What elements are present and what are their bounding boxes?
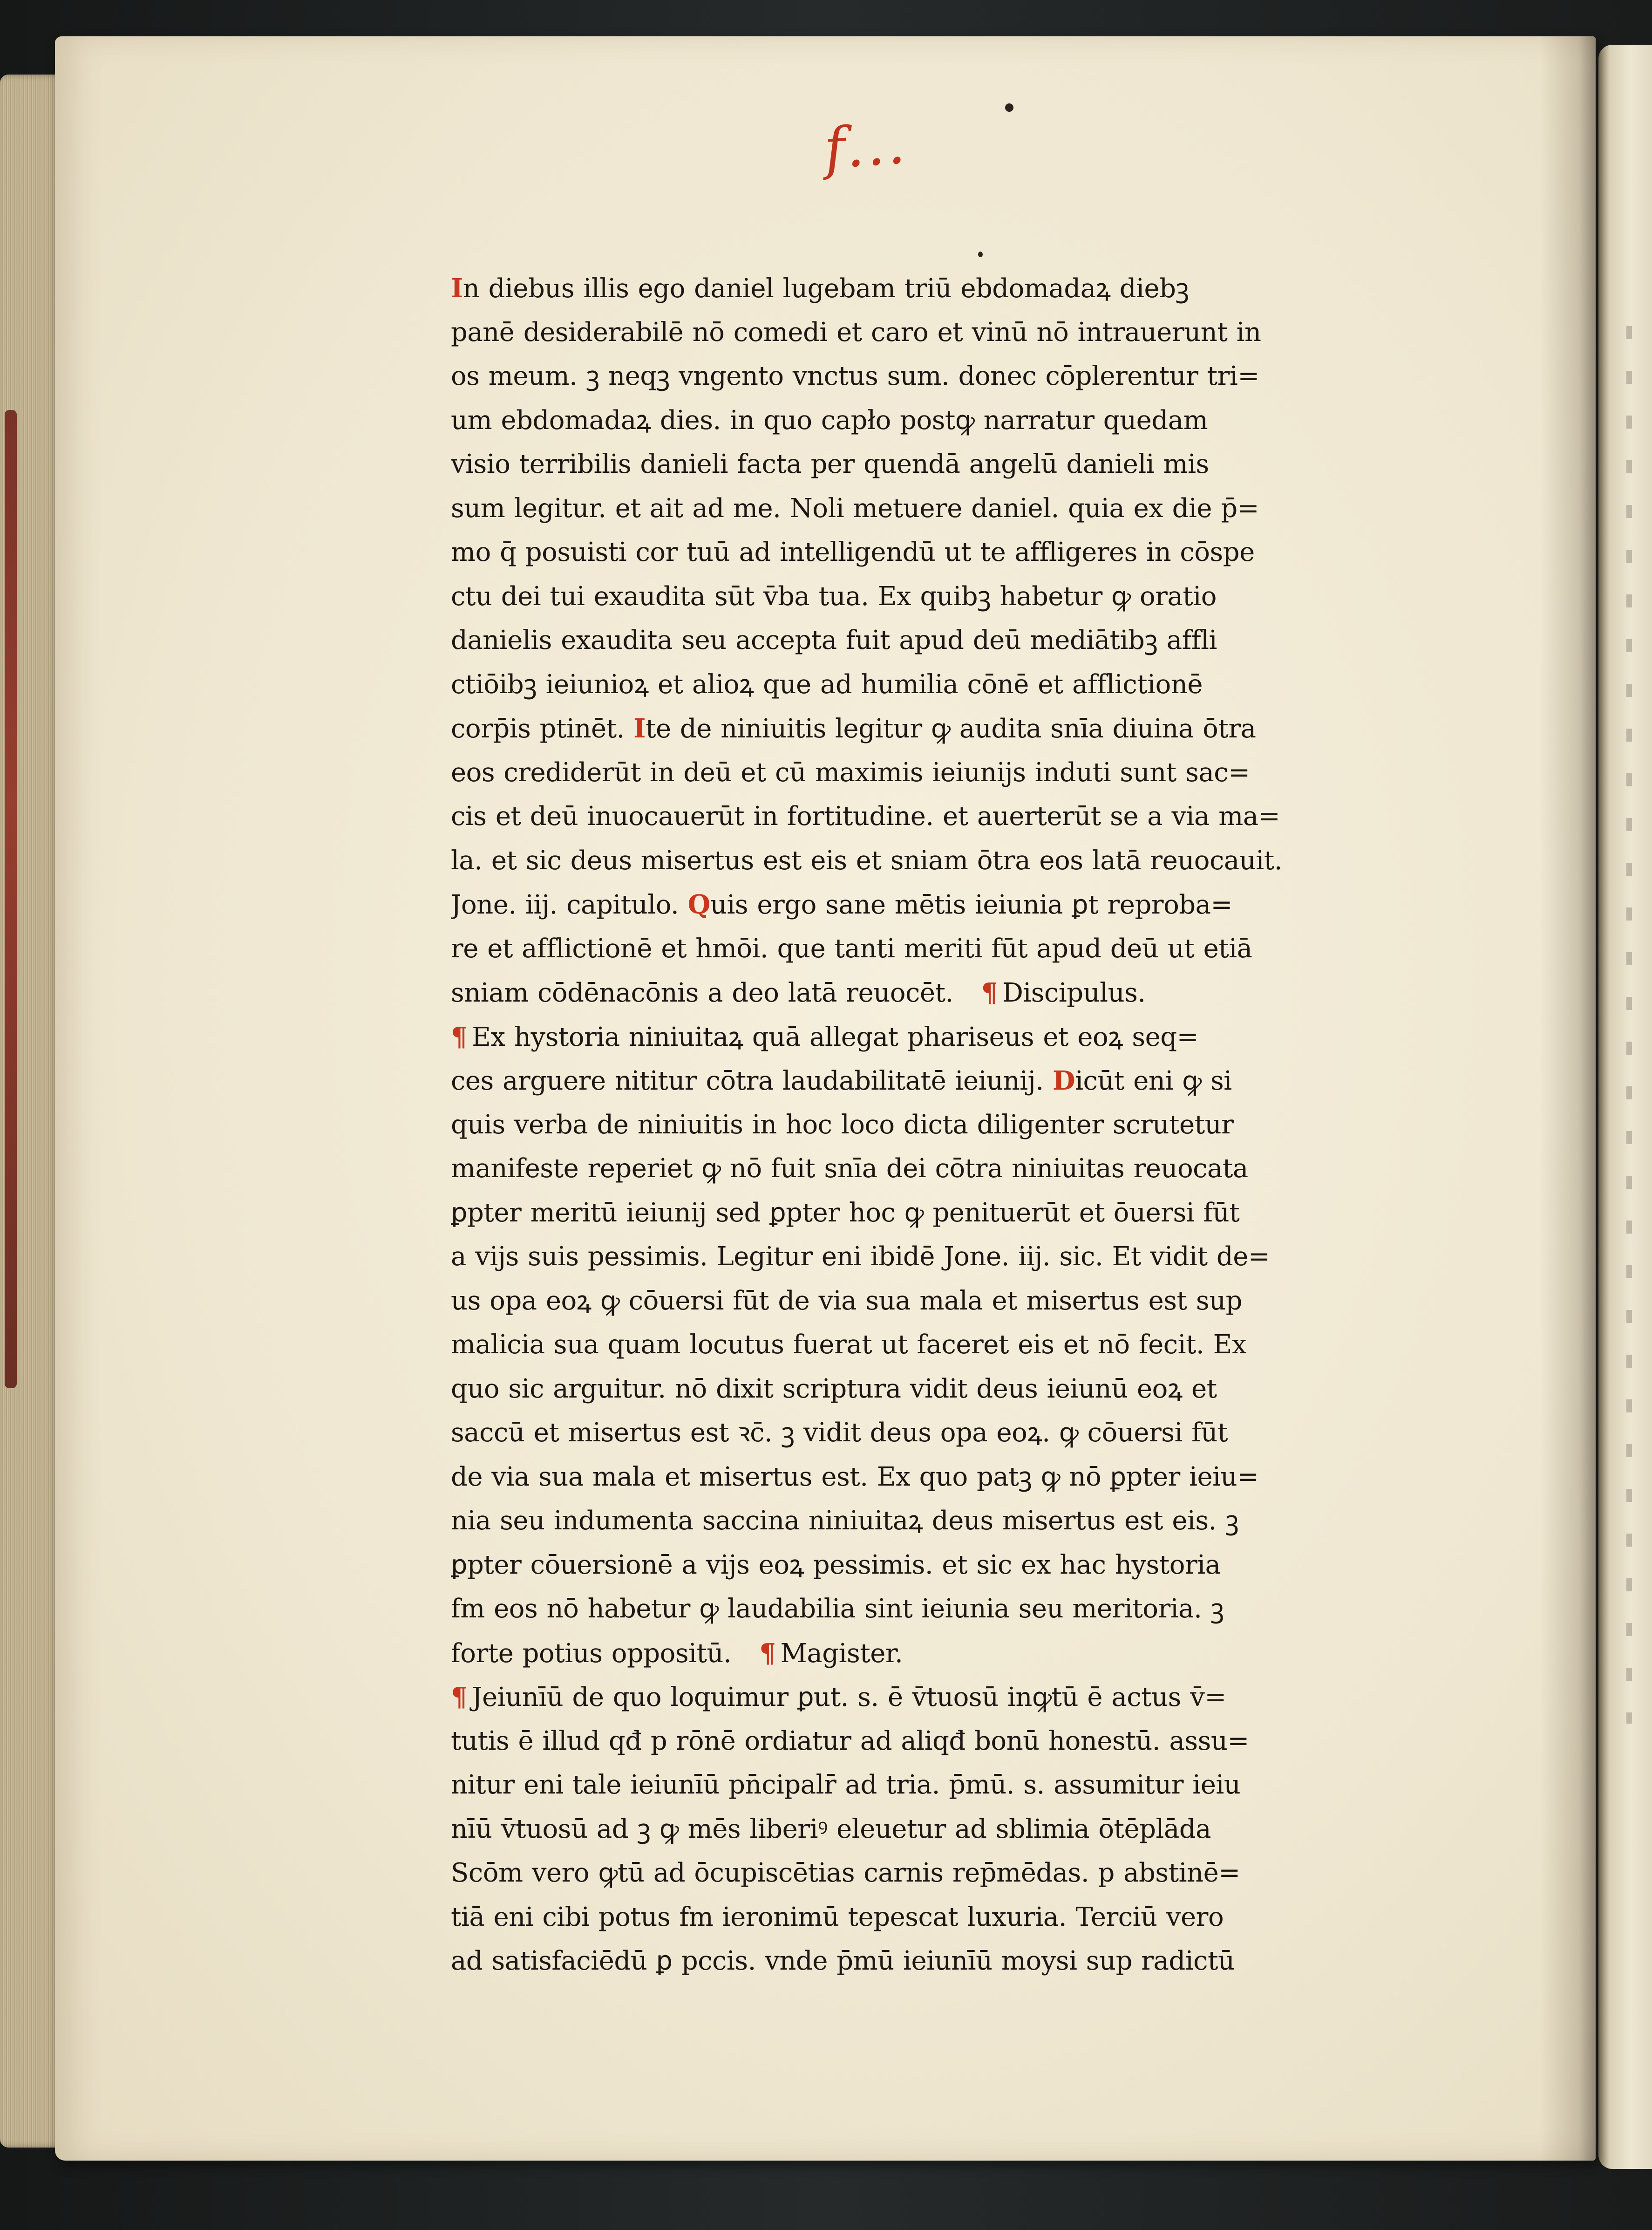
text-line	[451, 1059, 1317, 1103]
rubricated-initial: Q	[687, 889, 710, 920]
text-line	[451, 1719, 1317, 1764]
text-line	[451, 707, 1317, 751]
line-text: ces arguere nititur cōtra laudabilitatē ieiunij.	[451, 1066, 1044, 1096]
text-line	[451, 1851, 1317, 1896]
text-line	[451, 883, 1317, 927]
pilcrow-rubric-icon: ¶	[451, 1021, 468, 1052]
line-text: saccū et misertus est ꝛc̄. ꝫ vidit deus opa eoꝝ. ꝙ cōuersi fūt	[451, 1418, 1228, 1448]
line-text: corp̄is ptinēt.	[451, 714, 625, 744]
text-line	[451, 1675, 1317, 1719]
text-line	[451, 487, 1317, 531]
text-line	[451, 1323, 1317, 1367]
line-text: fm eos nō habetur ꝙ laudabilia sint ieiunia seu meritoria. ꝫ	[451, 1594, 1224, 1624]
text-line	[451, 1015, 1317, 1059]
pilcrow-rubric-icon: ¶	[451, 1682, 468, 1712]
text-line	[451, 355, 1317, 399]
line-text: tutis ē illud qđ p rōnē ordiatur ad aliqđ bonū honestū. assu=	[451, 1725, 1249, 1756]
text-line	[451, 1543, 1317, 1588]
line-text: os meum. ꝫ neqꝫ vngento vnctus sum. donec cōplerentur tri=	[451, 361, 1259, 391]
gutter-shadow	[1540, 36, 1596, 2161]
red-binding-strip	[5, 410, 17, 1388]
text-column	[451, 266, 1317, 1984]
text-line	[451, 619, 1317, 663]
line-text: la. et sic deus misertus est eis et sniam ōtra eos latā reuocauit.	[451, 845, 1283, 876]
line-text-continued: te de niniuitis legitur ꝙ audita snīa diuina ōtra	[645, 714, 1256, 744]
text-line	[451, 399, 1317, 443]
speaker-label: Discipulus.	[1002, 978, 1146, 1008]
line-text: a vijs suis pessimis. Legitur eni ibidē Jone. iij. sic. Et vidit de=	[451, 1241, 1270, 1272]
line-text: de via sua mala et misertus est. Ex quo patꝫ ꝙ nō ꝑpter ieiu=	[451, 1461, 1259, 1492]
line-text: Ex hystoria niniuitaꝝ quā allegat phariseus et eoꝝ seq=	[472, 1022, 1198, 1052]
line-text: Scōm vero ꝙtū ad ōcupiscētias carnis rep̄mēdas. p abstinē=	[451, 1858, 1240, 1888]
text-line	[451, 1763, 1317, 1807]
line-text: sum legitur. et ait ad me. Noli metuere daniel. quia ex die p̄=	[451, 493, 1259, 524]
pilcrow-rubric-icon: ¶	[759, 1637, 776, 1669]
text-line	[451, 531, 1317, 575]
line-text: manifeste reperiet ꝙ nō fuit snīa dei cōtra niniuitas reuocata	[451, 1153, 1248, 1184]
line-text: forte potius oppositū.	[451, 1638, 732, 1669]
line-text: ctu dei tui exaudita sūt v̄ba tua. Ex quibꝫ habetur ꝙ oratio	[451, 581, 1217, 612]
text-line	[451, 1279, 1317, 1323]
line-text: nīū v̄tuosū ad ꝫ ꝙ mēs liberiꝰ eleuetur ad sblimia ōtēplāda	[451, 1814, 1211, 1844]
rubricated-initial: I	[633, 713, 646, 744]
text-line	[451, 1191, 1317, 1235]
text-line	[451, 1499, 1317, 1543]
text-line	[451, 795, 1317, 839]
line-text: mo q̄ posuisti cor tuū ad intelligendū ut te affligeres in cōspe	[451, 537, 1255, 567]
line-text-continued: icūt eni ꝙ si	[1075, 1066, 1232, 1096]
facing-page-text-bleed	[1626, 326, 1632, 1724]
line-text: n diebus illis ego daniel lugebam triū ebdomadaꝝ diebꝫ	[462, 273, 1189, 304]
speaker-label: Magister.	[780, 1638, 903, 1669]
line-text: re et afflictionē et hmōi. que tanti meriti fūt apud deū ut etiā	[451, 933, 1252, 964]
text-line	[451, 1939, 1317, 1984]
text-line	[451, 1587, 1317, 1631]
line-text: quis verba de niniuitis in hoc loco dicta diligenter scrutetur	[451, 1109, 1234, 1140]
line-text: malicia sua quam locutus fuerat ut faceret eis et nō fecit. Ex	[451, 1330, 1247, 1360]
line-text: quo sic arguitur. nō dixit scriptura vidit deus ieiunū eoꝝ et	[451, 1373, 1217, 1404]
facing-page-sliver	[1598, 45, 1652, 2169]
line-text-continued: uis ergo sane mētis ieiunia ꝑt reproba=	[710, 890, 1232, 920]
text-line	[451, 1411, 1317, 1455]
text-line	[451, 751, 1317, 795]
text-line	[451, 1896, 1317, 1940]
line-text: us opa eoꝝ ꝙ cōuersi fūt de via sua mala et misertus est sup	[451, 1285, 1242, 1316]
text-line	[451, 266, 1317, 311]
line-text: panē desiderabilē nō comedi et caro et vinū nō intrauerunt in	[451, 317, 1261, 348]
line-text: nia seu indumenta saccina niniuitaꝝ deus misertus est eis. ꝫ	[451, 1506, 1239, 1536]
text-line	[451, 663, 1317, 707]
line-text: Jone. iij. capitulo.	[451, 890, 679, 920]
line-text: cis et deū inuocauerūt in fortitudine. et auerterūt se a via ma=	[451, 801, 1280, 832]
line-text: ad satisfaciēdū ꝑ pccis. vnde p̄mū ieiunīū moysi sup radictū	[451, 1946, 1235, 1976]
text-line	[451, 927, 1317, 971]
line-text: danielis exaudita seu accepta fuit apud deū mediātibꝫ affli	[451, 625, 1217, 655]
text-line	[451, 1455, 1317, 1500]
text-line	[451, 443, 1317, 487]
text-line	[451, 575, 1317, 619]
ink-speck	[1005, 103, 1013, 112]
text-line	[451, 311, 1317, 355]
line-text: eos crediderūt in deū et cū maximis ieiunijs induti sunt sac=	[451, 757, 1250, 788]
rubricated-initial: I	[451, 273, 463, 304]
ink-speck	[978, 252, 983, 257]
text-line	[451, 1103, 1317, 1147]
line-text: ctiōibꝫ ieiunioꝝ et alioꝝ que ad humilia cōnē et afflictionē	[451, 669, 1203, 700]
line-text: tiā eni cibi potus fm ieronimū tepescat luxuria. Terciū vero	[451, 1902, 1224, 1932]
line-text: Jeiunīū de quo loquimur ꝑut. s. ē v̄tuosū inꝙtū ē actus v̄=	[472, 1682, 1226, 1712]
rubricated-initial: D	[1053, 1065, 1075, 1096]
text-line	[451, 971, 1317, 1015]
line-text: ꝑpter cōuersionē a vijs eoꝝ pessimis. et sic ex hac hystoria	[451, 1549, 1221, 1580]
text-line	[451, 1807, 1317, 1852]
text-line	[451, 1147, 1317, 1191]
line-text: um ebdomadaꝝ dies. in quo capło postꝙ narratur quedam	[451, 405, 1208, 436]
page-headline-rubric: f...	[822, 111, 910, 182]
pilcrow-rubric-icon: ¶	[981, 977, 998, 1008]
line-text: nitur eni tale ieiunīū pn̄cipalr̄ ad tria. p̄mū. s. assumitur ieiu	[451, 1770, 1241, 1800]
text-line	[451, 1235, 1317, 1279]
line-text: sniam cōdēnacōnis a deo latā reuocēt.	[451, 978, 953, 1008]
text-line	[451, 1367, 1317, 1412]
line-text: ꝑpter meritū ieiunij sed ꝑpter hoc ꝙ penituerūt et ōuersi fūt	[451, 1197, 1240, 1228]
line-text: visio terribilis danieli facta per quendā angelū danieli mis	[451, 449, 1209, 479]
text-line	[451, 1631, 1317, 1676]
text-line	[451, 839, 1317, 883]
